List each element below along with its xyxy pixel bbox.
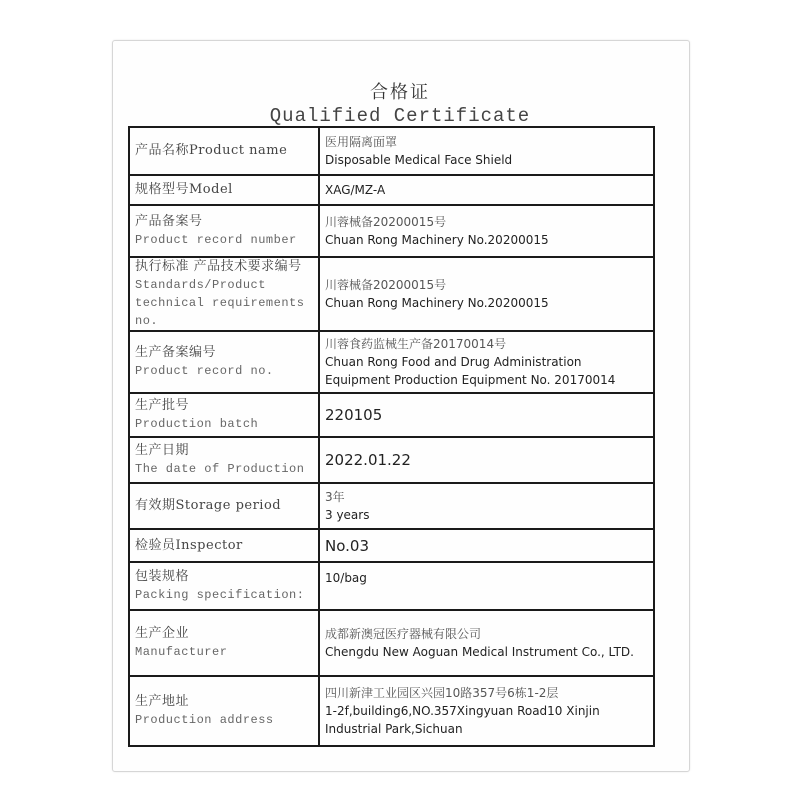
label-cell xyxy=(129,175,319,205)
row-production-date xyxy=(129,437,654,483)
value-cell xyxy=(319,175,654,205)
value-cell xyxy=(319,610,654,676)
row-inspector xyxy=(129,529,654,562)
value-en: 1-2f,building6,NO.357Xingyuan Road10 Xinjin xyxy=(325,704,600,718)
value-en: XAG/MZ-A xyxy=(325,183,386,197)
label-cell xyxy=(129,437,319,483)
label-en: Manufacturer xyxy=(135,645,228,659)
label-cell xyxy=(129,483,319,529)
label-cn: 生产企业 xyxy=(135,626,190,641)
value-en: 2022.01.22 xyxy=(325,451,411,469)
label-cn: 执行标准 产品技术要求编号 xyxy=(135,259,302,274)
value-en: Chengdu New Aoguan Medical Instrument Co., LTD. xyxy=(325,645,634,659)
value-en: No.03 xyxy=(325,536,369,555)
row-record-number xyxy=(129,205,654,257)
label-cn: 包装规格 xyxy=(135,569,190,584)
row-production-address xyxy=(129,676,654,746)
label-en: The date of Production xyxy=(135,462,305,476)
label-cell xyxy=(129,529,319,562)
value-cell xyxy=(319,437,654,483)
label-en: Standards/Product technical requirements no. xyxy=(135,278,305,328)
row-packing-spec xyxy=(129,562,654,610)
value-cell xyxy=(319,127,654,175)
title-english: Qualified Certificate xyxy=(269,105,531,127)
label-en: Packing specification: xyxy=(135,588,305,602)
label-cell xyxy=(129,257,319,331)
value-cell xyxy=(319,529,654,562)
row-production-record xyxy=(129,331,654,393)
value-cn: 成都新澳冠医疗器械有限公司 xyxy=(325,627,482,641)
value-cn: 川蓉食药监械生产备20170014号 xyxy=(325,337,507,351)
label-cn: 生产备案编号 xyxy=(135,345,217,360)
value-extra: Industrial Park,Sichuan xyxy=(325,722,463,736)
title-chinese: 合格证 xyxy=(370,82,430,103)
value-en: Chuan Rong Food and Drug Administration xyxy=(325,355,582,369)
label-cn: 有效期Storage period xyxy=(135,498,282,513)
label-cn: 生产地址 xyxy=(135,694,190,709)
label-en: Production address xyxy=(135,713,274,727)
label-cell xyxy=(129,562,319,610)
label-cn: 生产批号 xyxy=(135,398,190,413)
value-en: 220105 xyxy=(325,406,383,424)
row-standards xyxy=(129,257,654,331)
label-cn: 生产日期 xyxy=(135,443,190,458)
label-cn: 规格型号Model xyxy=(135,182,233,197)
label-cell xyxy=(129,610,319,676)
value-cn: 川蓉械备20200015号 xyxy=(325,278,447,292)
certificate-table xyxy=(128,126,655,747)
row-production-batch xyxy=(129,393,654,437)
row-manufacturer xyxy=(129,610,654,676)
label-en: Product record number xyxy=(135,233,297,247)
row-model xyxy=(129,175,654,205)
value-cell xyxy=(319,676,654,746)
label-cell xyxy=(129,127,319,175)
row-product-name xyxy=(129,127,654,175)
value-cell xyxy=(319,331,654,393)
value-cn: 医用隔离面罩 xyxy=(325,135,398,149)
value-en: Disposable Medical Face Shield xyxy=(325,153,513,167)
value-cell xyxy=(319,257,654,331)
value-cell xyxy=(319,483,654,529)
label-cn: 检验员Inspector xyxy=(135,537,243,553)
label-cn: 产品备案号 xyxy=(135,214,203,229)
value-en: Chuan Rong Machinery No.20200015 xyxy=(325,233,549,247)
label-cell xyxy=(129,393,319,437)
label-cell xyxy=(129,331,319,393)
label-cell xyxy=(129,676,319,746)
row-storage-period xyxy=(129,483,654,529)
value-cell xyxy=(319,393,654,437)
value-en: 10/bag xyxy=(325,571,367,585)
label-en: Product record no. xyxy=(135,364,274,378)
value-cn: 川蓉械备20200015号 xyxy=(325,215,447,229)
label-en: Production batch xyxy=(135,417,259,431)
value-cn: 四川新津工业园区兴园10路357号6栋1-2层 xyxy=(325,686,559,700)
value-en: Chuan Rong Machinery No.20200015 xyxy=(325,296,549,310)
label-cn: 产品名称Product name xyxy=(135,143,288,158)
value-cn: 3年 xyxy=(325,490,345,504)
label-cell xyxy=(129,205,319,257)
value-extra: Equipment Production Equipment No. 20170014 xyxy=(325,373,616,387)
value-en: 3 years xyxy=(325,508,370,522)
value-cell xyxy=(319,562,654,610)
value-cell xyxy=(319,205,654,257)
